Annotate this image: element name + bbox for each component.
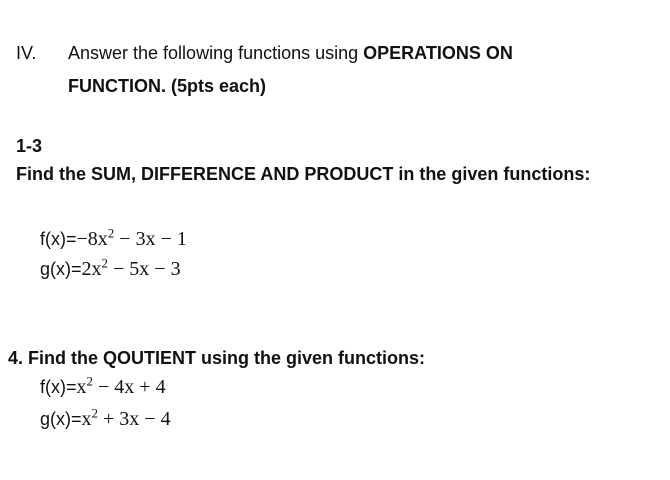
function-label: g(x)= (40, 259, 82, 279)
exponent: 2 (86, 373, 94, 389)
section-numeral: IV. (16, 43, 37, 63)
function-expression (76, 225, 187, 250)
exponent: 2 (101, 255, 109, 271)
function-label: f(x)= (40, 377, 77, 397)
function-label: f(x)= (40, 229, 77, 249)
part1-range: 1-3 (16, 136, 43, 156)
expr-part: − 3x − 1 (114, 228, 187, 250)
expr-part: x (81, 408, 92, 430)
section-instruction-plain: Answer the following functions using (68, 43, 364, 63)
part2-f-function (40, 373, 166, 398)
expr-part: x (76, 376, 87, 398)
expr-part: + 3x − 4 (98, 408, 171, 430)
exponent: 2 (107, 225, 115, 241)
expr-part: − 4x + 4 (93, 376, 166, 398)
section-instruction-line2: FUNCTION. (5pts each) (68, 76, 267, 96)
function-label: g(x)= (40, 409, 82, 429)
expr-part: −8x (76, 228, 108, 250)
expr-part: − 5x − 3 (108, 258, 181, 280)
part1-f-function (40, 225, 187, 250)
exponent: 2 (91, 405, 99, 421)
function-expression (76, 373, 166, 398)
function-expression (81, 405, 171, 430)
part2-prompt: 4. Find the QOUTIENT using the given functions: (8, 348, 425, 368)
part1-prompt: Find the SUM, DIFFERENCE AND PRODUCT in the given functions: (16, 164, 591, 184)
function-expression (81, 255, 181, 280)
part1-g-function (40, 255, 181, 280)
expr-part: 2x (81, 258, 102, 280)
section-instruction (68, 42, 513, 64)
part2-g-function (40, 405, 171, 430)
section-instruction-bold: OPERATIONS ON (363, 43, 513, 63)
